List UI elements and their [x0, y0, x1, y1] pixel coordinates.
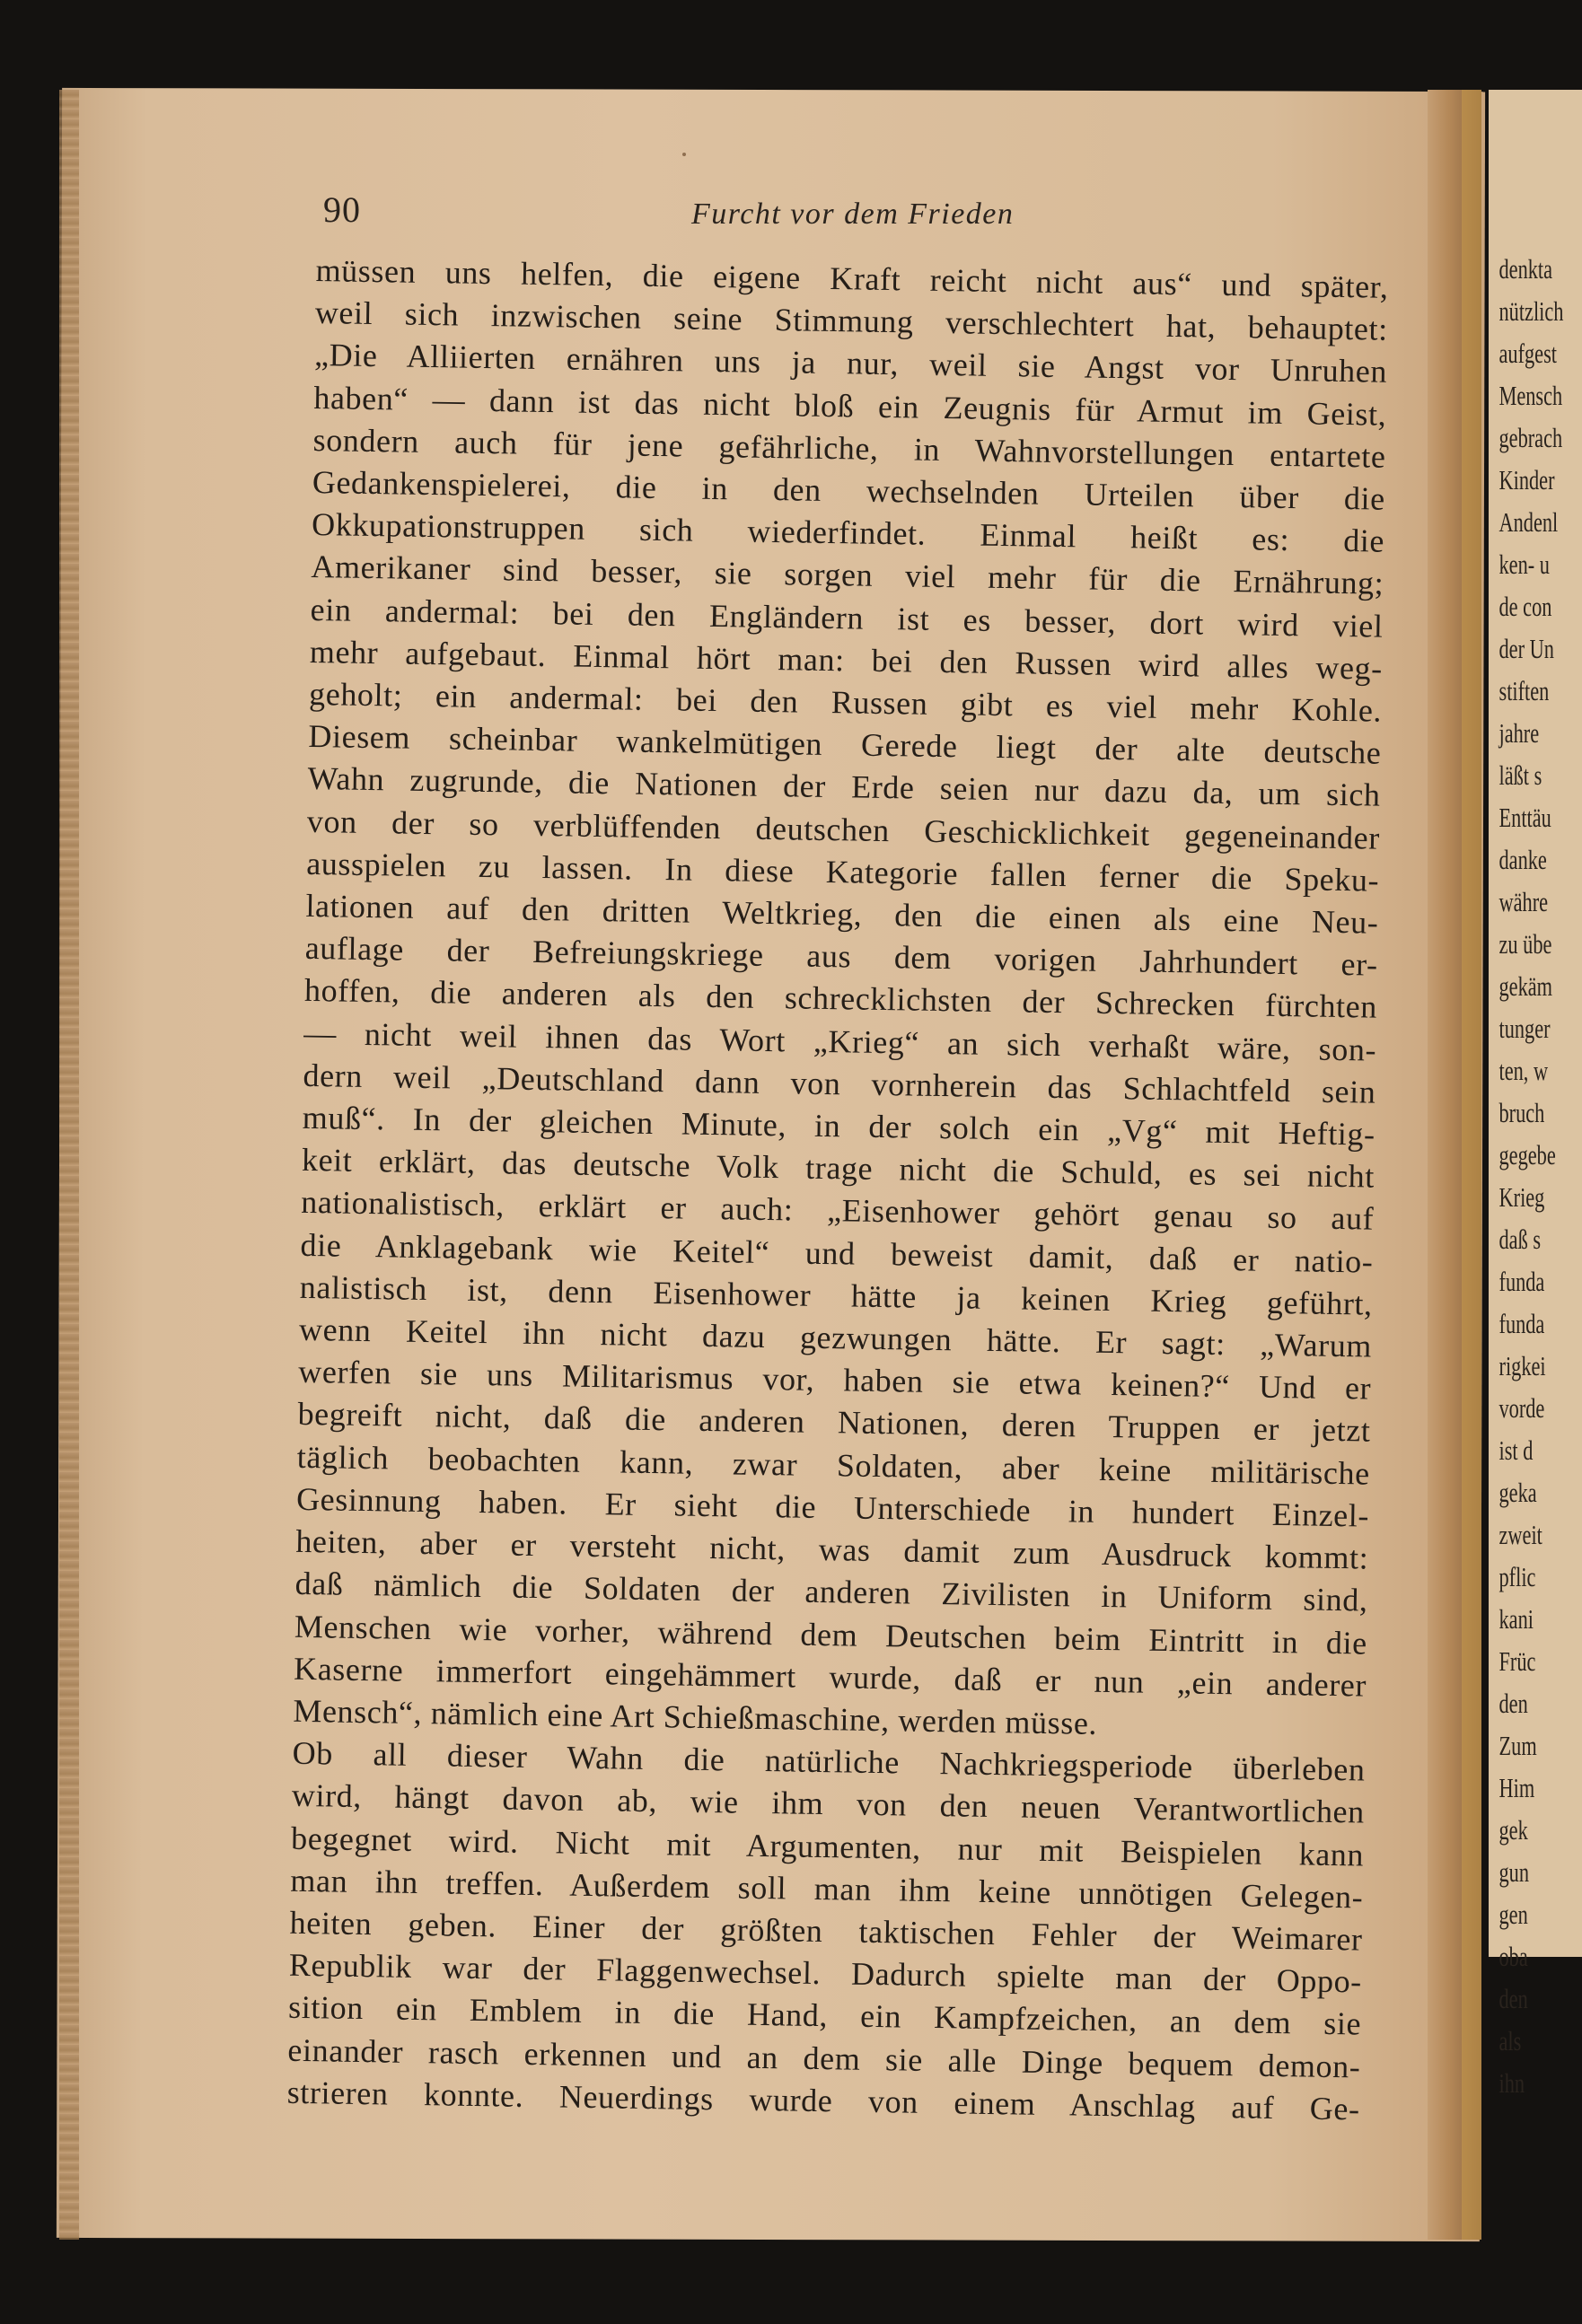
- text-line: ausspielen zu lassen. In diese Kategorie fallen ferner die Speku-: [305, 845, 1380, 899]
- facing-page-line: der Un: [1499, 633, 1554, 664]
- text-line: heiten, aber er versteht nicht, was damit zum Ausdruck kommt:: [295, 1522, 1369, 1576]
- running-title: Furcht vor dem Frieden: [691, 197, 1015, 231]
- text-line: Menschen wie vorher, während dem Deutschen beim Eintritt in die: [294, 1608, 1368, 1662]
- text-line: geholt; ein andermal: bei den Russen gibt es viel mehr Kohle.: [308, 675, 1383, 729]
- facing-page-line: kani: [1499, 1603, 1534, 1635]
- facing-page-line: jahre: [1499, 717, 1540, 749]
- facing-page-line: Zum: [1499, 1730, 1537, 1761]
- text-line: strieren konnte. Neuerdings wurde von einem Anschlag auf Ge-: [286, 2074, 1360, 2127]
- text-line: nalistisch ist, denn Eisenhower hätte ja keinen Krieg geführt,: [299, 1268, 1374, 1322]
- text-line: muß“. In der gleichen Minute, in der solch ein „Vg“ mit Heftig-: [302, 1099, 1375, 1153]
- text-line: Mensch“, nämlich eine Art Schießmaschine, werden müsse.: [293, 1692, 1098, 1741]
- text-line: Ob all dieser Wahn die natürliche Nachkriegsperiode überleben: [292, 1734, 1366, 1788]
- paper-speck: [682, 153, 686, 156]
- text-line: man ihn treffen. Außerdem soll man ihm keine unnötigen Gelegen-: [290, 1862, 1364, 1916]
- text-line: heiten geben. Einer der größten taktischen Fehler der Weimarer: [289, 1904, 1363, 1958]
- facing-page-line: danke: [1499, 844, 1547, 875]
- text-line: müssen uns helfen, die eigene Kraft reicht nicht aus“ und später,: [315, 251, 1389, 305]
- facing-page-line: Krieg: [1499, 1181, 1545, 1213]
- text-line: Amerikaner sind besser, sie sorgen viel mehr für die Ernährung;: [311, 548, 1384, 602]
- facing-page-line: ken- u: [1499, 548, 1550, 580]
- text-line: begegnet wird. Nicht mit Argumenten, nur mit Beispielen kann: [290, 1820, 1365, 1873]
- text-line: Kaserne immerfort eingehämmert wurde, daß er nun „ein anderer: [293, 1650, 1367, 1704]
- text-line: sondern auch für jene gefährliche, in Wahnvorstellungen entartete: [312, 421, 1386, 475]
- facing-page-line: gen: [1499, 1899, 1528, 1930]
- facing-page-line: funda: [1499, 1308, 1545, 1339]
- text-line: auflage der Befreiungskriege aus dem vorigen Jahrhundert er-: [304, 930, 1378, 983]
- facing-page-line: gek: [1499, 1814, 1528, 1846]
- facing-page-line: Enttäu: [1499, 802, 1551, 833]
- facing-page-line: gekäm: [1499, 970, 1553, 1002]
- text-line: wenn Keitel ihn nicht dazu gezwungen hätte. Er sagt: „Warum: [298, 1311, 1373, 1364]
- facing-page-line: ten, w: [1499, 1055, 1549, 1086]
- facing-page-line: aufgest: [1499, 338, 1557, 369]
- text-line: haben“ — dann ist das nicht bloß ein Zeugnis für Armut im Geist,: [313, 379, 1387, 433]
- text-line: einander rasch erkennen und an dem sie alle Dinge bequem demon-: [287, 2031, 1361, 2085]
- facing-page-line: nützlich: [1499, 295, 1564, 327]
- text-line: nationalistisch, erklärt er auch: „Eisenhower gehört genau so auf: [301, 1184, 1375, 1238]
- page-header: [323, 189, 1419, 242]
- facing-page-fragment: [1489, 90, 1582, 2099]
- text-line: mehr aufgebaut. Einmal hört man: bei den Russen wird alles weg-: [309, 633, 1384, 687]
- text-line: wird, hängt davon ab, wie ihm von den neuen Verantwortlichen: [291, 1777, 1366, 1830]
- facing-page-line: Früc: [1499, 1645, 1536, 1677]
- facing-page-line: den: [1499, 1983, 1528, 2014]
- binding-band: [1462, 90, 1481, 2240]
- text-line: Republik war der Flaggenwechsel. Dadurch spielte man der Oppo-: [288, 1946, 1363, 2000]
- facing-page-line: tunger: [1499, 1013, 1551, 1044]
- facing-page-line: Him: [1499, 1772, 1535, 1803]
- text-line: Gesinnung haben. Er sieht die Unterschiede in hundert Einzel-: [295, 1480, 1370, 1534]
- facing-page-line: gebrach: [1499, 422, 1563, 453]
- text-line: weil sich inzwischen seine Stimmung verschlechtert hat, behauptet:: [314, 294, 1389, 347]
- facing-page-line: daß s: [1499, 1223, 1542, 1255]
- facing-page-line: zweit: [1499, 1519, 1542, 1550]
- facing-page-line: währe: [1499, 886, 1549, 917]
- facing-page-line: ihn: [1499, 2067, 1525, 2099]
- facing-page-line: geka: [1499, 1477, 1537, 1508]
- text-line: ein andermal: bei den Engländern ist es besser, dort wird viel: [310, 591, 1384, 645]
- body-text: [286, 250, 1388, 2130]
- facing-page-line: stiften: [1499, 675, 1550, 706]
- text-line: — nicht weil ihnen das Wort „Krieg“ an sich verhaßt wäre, son-: [303, 1014, 1377, 1068]
- facing-page-line: zu übe: [1499, 928, 1552, 960]
- text-line: die Anklagebank wie Keitel“ und beweist damit, daß er natio-: [300, 1226, 1374, 1280]
- text-line: hoffen, die anderen als den schrecklichsten der Schrecken fürchten: [303, 972, 1378, 1026]
- facing-page-line: Kinder: [1499, 464, 1555, 495]
- text-line: täglich beobachten kann, zwar Soldaten, aber keine militärische: [296, 1438, 1371, 1492]
- facing-page-line: oba: [1499, 1941, 1528, 1972]
- text-line: keit erklärt, das deutsche Volk trage nicht die Schuld, es sei nicht: [301, 1142, 1375, 1195]
- facing-page-line: de con: [1499, 591, 1552, 622]
- text-line: Gedankenspielerei, die in den wechselnden Urteilen über die: [312, 463, 1386, 517]
- facing-page-line: als: [1499, 2025, 1522, 2057]
- facing-page-line: gegebe: [1499, 1139, 1556, 1171]
- facing-page-line: vorde: [1499, 1392, 1545, 1424]
- text-line: „Die Alliierten ernähren uns ja nur, weil sie Angst vor Unruhen: [313, 337, 1388, 390]
- facing-page-line: denkta: [1499, 253, 1553, 285]
- text-line: Diesem scheinbar wankelmütigen Gerede liegt der alte deutsche: [308, 718, 1382, 771]
- text-line: sition ein Emblem in die Hand, ein Kampfzeichen, an dem sie: [287, 1989, 1362, 2042]
- page-edge: [59, 90, 79, 2240]
- text-line: daß nämlich die Soldaten der anderen Zivilisten in Uniform sind,: [294, 1565, 1368, 1618]
- facing-page-line: ist d: [1499, 1434, 1534, 1466]
- facing-page-line: den: [1499, 1688, 1528, 1719]
- facing-page-line: Mensch: [1499, 380, 1563, 411]
- text-line: dern weil „Deutschland dann von vornherein das Schlachtfeld sein: [303, 1057, 1376, 1110]
- text-line: Wahn zugrunde, die Nationen der Erde seien nur dazu da, um sich: [307, 760, 1381, 814]
- facing-page-line: gun: [1499, 1856, 1529, 1888]
- text-line: begreift nicht, daß die anderen Nationen, deren Truppen er jetzt: [297, 1396, 1371, 1450]
- text-line: Okkupationstruppen sich wiederfindet. Einmal heißt es: die: [311, 506, 1385, 559]
- facing-page-line: pflic: [1499, 1561, 1536, 1592]
- page-number: 90: [323, 189, 361, 230]
- text-line: von der so verblüffenden deutschen Geschicklichkeit gegeneinander: [306, 802, 1381, 856]
- facing-page-line: funda: [1499, 1266, 1545, 1297]
- text-line: lationen auf den dritten Weltkrieg, den die einen als eine Neu-: [305, 887, 1379, 941]
- facing-page-line: Andenl: [1499, 506, 1559, 538]
- text-line: werfen sie uns Militarismus vor, haben sie etwa keinen?“ Und er: [298, 1354, 1372, 1407]
- facing-page-line: läßt s: [1499, 759, 1542, 791]
- facing-page-line: bruch: [1499, 1097, 1545, 1128]
- facing-page-line: rigkei: [1499, 1350, 1546, 1381]
